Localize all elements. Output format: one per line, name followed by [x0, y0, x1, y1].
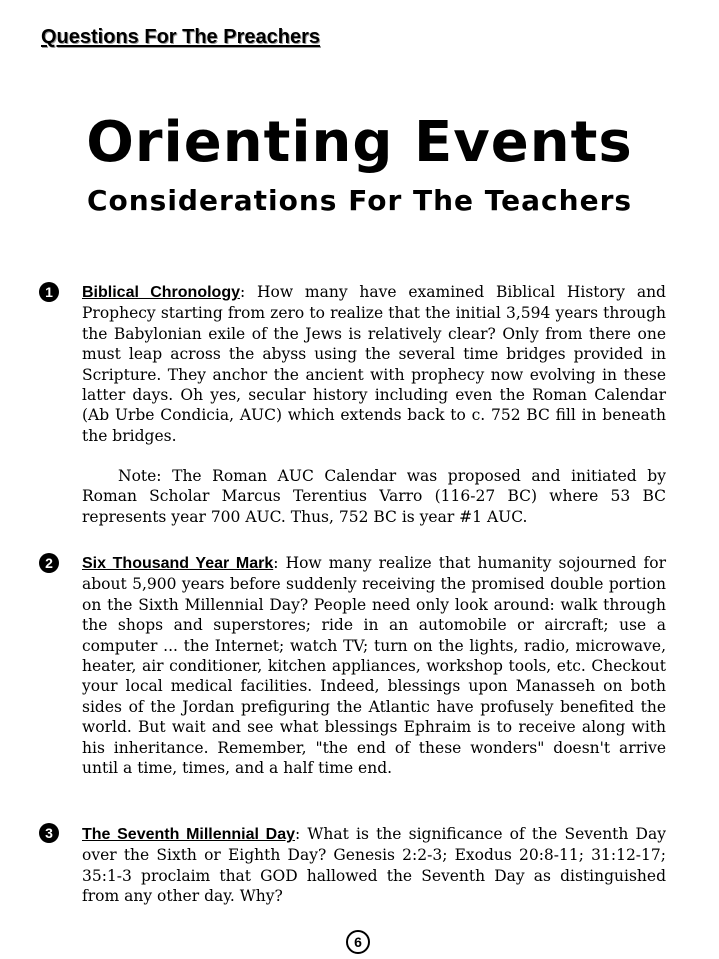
item-label-3: The Seventh Millennial Day [82, 826, 296, 843]
item-number-badge-2: 2 [39, 553, 59, 573]
page-number: 6 [346, 930, 370, 954]
sub-title: Considerations For The Teachers [86, 184, 633, 217]
item-body-1: How many have examined Biblical History and Prophecy starting from zero to realize that the initial 3,594 years through the Babylonian exile of the Jews is relatively clear? Only from there one must leap across the abyss using the several time bridges provided in Scripture. They anchor the ancient with prophecy now evolving in these latter days. Oh yes, secular history including even the Roman Calendar (Ab Urbe Condicia, AUC) which extends back to c. 752 BC fill in beneath the bridges. [82, 283, 666, 445]
item-paragraph-3 [82, 824, 666, 907]
item-number-badge-3: 3 [39, 823, 59, 843]
item-label-2: Six Thousand Year Mark [82, 555, 274, 572]
main-title: Orienting Events [86, 110, 633, 175]
item-separator-1: : [239, 283, 246, 301]
item-body-2: How many realize that humanity sojourned for about 5,900 years before suddenly receiving the promised double portion on the Sixth Millennial Day? People need only look around: walk through the shops and superstores; ride in an automobile or aircraft; use a computer ... the Internet; watch TV; turn on the lights, radio, microwave, heater, air conditioner, kitchen appliances, workshop tools, etc. Checkout your local medical facilities. Indeed, blessings upon Manasseh on both sides of the Jordan prefiguring the Atlantic have profusely benefited the world. But wait and see what blessings Ephraim is to receive along with his inheritance. Remember, "the end of these wonders" doesn't arrive until a time, times, and a half time end. [82, 554, 666, 778]
item-separator-3: : [295, 825, 301, 843]
item-separator-2: : [273, 554, 279, 572]
item-paragraph-1 [82, 282, 666, 446]
item-paragraph-2 [82, 553, 666, 778]
item-number-badge-1: 1 [39, 282, 59, 302]
item-label-1: Biblical Chronology [82, 284, 240, 301]
item-note-1: Note: The Roman AUC Calendar was proposed and initiated by Roman Scholar Marcus Terentius Varro (116-27 BC) where 53 BC represents year 700 AUC. Thus, 752 BC is year #1 AUC. [82, 467, 666, 526]
item-body-3: What is the significance of the Seventh Day over the Sixth or Eighth Day? Genesis 2:2-3; Exodus 20:8-11; 31:12-17; 35:1-3 proclaim that GOD hallowed the Seventh Day as distinguished from any other day. Why? [82, 825, 666, 906]
header-title: Questions For The Preachers [41, 26, 320, 48]
